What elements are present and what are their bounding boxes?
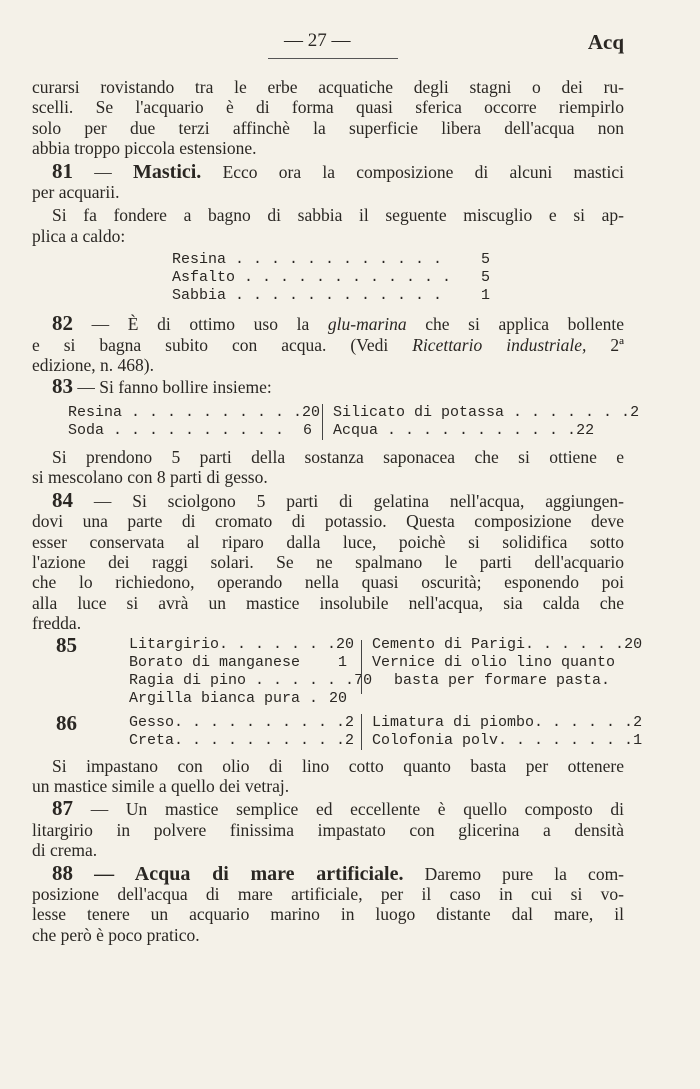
- page-header: [32, 30, 624, 56]
- text-line: dovi una parte di cromato di potassio. Questa composizione deve: [32, 511, 624, 532]
- section-number: 85: [56, 632, 77, 657]
- ingredient-qty: 2: [633, 713, 643, 731]
- recipe-83: [68, 403, 640, 440]
- text: che si applica bollente: [425, 314, 625, 335]
- ingredient-name: Sabbia: [172, 287, 227, 305]
- text-line: di crema.: [32, 840, 98, 861]
- recipe-left-col: Litargirio. . . . . . . 20 Borato di manganese 1 Ragia di pino . . . . . . 70 Argilla bianca pura . 20: [129, 635, 373, 707]
- ingredient-name: Argilla bianca pura: [129, 689, 301, 707]
- section-title: — Acqua di mare artificiale.: [94, 862, 404, 885]
- ingredient-qty: 20: [336, 635, 355, 653]
- page-body: [32, 77, 643, 945]
- section-82: [32, 313, 624, 334]
- text: Daremo pure la com-: [424, 863, 625, 884]
- text-line: plica a caldo:: [32, 225, 126, 246]
- section-87: [32, 798, 624, 819]
- ingredient-qty: 1: [337, 653, 347, 671]
- column-divider: [361, 714, 362, 750]
- text-line: che lo richiedono, operando nella quasi oscurità; esponendo poi: [32, 572, 624, 593]
- ingredient-qty: 70: [354, 671, 373, 689]
- ingredient-name: Ragia di pino: [129, 671, 247, 689]
- ingredient-row: Asfalto . . . . . . . . . . . . 5: [172, 269, 490, 287]
- intro-line: scelli. Se l'acquario è di forma quasi sferica occorre riempirlo: [32, 97, 624, 118]
- recipe-left-col: Resina . . . . . . . . . . 20 Soda . . . . . . . . . . 6: [68, 403, 321, 439]
- section-83: [32, 376, 624, 397]
- column-divider: [322, 404, 323, 440]
- ingredient-qty: 2: [345, 731, 355, 749]
- text: — È di ottimo uso la: [91, 314, 310, 335]
- text-line: che però è poco pratico.: [32, 924, 200, 945]
- ingredient-name: Cemento di Parigi: [372, 635, 526, 653]
- ingredient-name: Gesso: [129, 713, 175, 731]
- text-line: alla luce si avrà un mastice insolubile nell'acqua, sia calda che: [32, 592, 624, 613]
- ingredient-name: Resina: [172, 251, 227, 269]
- text-line: edizione, n. 468).: [32, 355, 154, 376]
- text: — Si sciolgono 5 parti di gelatina nell'acqua, aggiungen-: [93, 490, 624, 511]
- ingredient-qty: 1: [480, 287, 490, 305]
- recipe-note: Vernice di olio lino quanto: [372, 653, 616, 671]
- ingredient-name: Resina: [68, 403, 123, 421]
- ingredient-qty: 6: [302, 421, 312, 439]
- ingredient-name: Litargirio: [129, 635, 220, 653]
- text-line: si mescolano con 8 parti di gesso.: [32, 467, 268, 488]
- section-81-heading: [32, 158, 625, 183]
- intro-line: abbia troppo piccola estensione.: [32, 138, 257, 159]
- text: 2ª: [610, 334, 624, 355]
- recipe-right-col: Limatura di piombo. . . . . . 2 Colofonia polv. . . . . . . . 1: [372, 713, 643, 749]
- ingredient-name: Silicato di potassa: [333, 403, 505, 421]
- section-84: [32, 487, 624, 512]
- ingredient-qty: 1: [633, 731, 643, 749]
- ingredient-name: Acqua: [333, 421, 379, 439]
- recipe-81: [172, 251, 490, 305]
- ingredient-name: Colofonia polv.: [372, 731, 508, 749]
- ingredient-name: Soda: [68, 421, 105, 439]
- section-number-col: [32, 632, 129, 708]
- ingredient-name: Asfalto: [172, 269, 236, 287]
- section-number: 83: [52, 374, 73, 399]
- recipe-86: [32, 710, 643, 750]
- text-line: fredda.: [32, 613, 82, 634]
- text-line: Si prendono 5 parti della sostanza saponacea che si ottiene e: [52, 446, 624, 467]
- text-line: Si impastano con olio di lino cotto quanto basta per ottenere: [52, 755, 624, 776]
- text: — Si fanno bollire insieme:: [77, 377, 272, 398]
- header-rule: [268, 58, 398, 59]
- section-number: 84: [52, 487, 73, 512]
- ingredient-row: Sabbia . . . . . . . . . . . . 1: [172, 287, 490, 305]
- text-line: [32, 335, 624, 355]
- intro-line: curarsi rovistando tra le erbe acquatiche degli stagni o dei ru-: [32, 77, 624, 97]
- page-number: — 27 —: [284, 30, 351, 51]
- text-line: per acquarii.: [32, 182, 120, 203]
- dash: —: [94, 161, 112, 182]
- ingredient-name: Limatura di piombo: [372, 713, 535, 731]
- section-number: 86: [56, 710, 77, 735]
- ingredient-row: Resina . . . . . . . . . . . . 5: [172, 251, 490, 269]
- text-line: l'azione dei raggi solari. Se ne spalmano le parti dell'acquario: [32, 551, 624, 572]
- text-line: litargirio in polvere finissima impastato con glicerina a densità: [32, 819, 624, 840]
- ingredient-qty: 5: [480, 269, 490, 287]
- book-reference: Ricettario industriale,: [412, 334, 587, 355]
- text: e si bagna subito con acqua. (Vedi: [32, 334, 389, 355]
- section-number: 82: [52, 311, 73, 336]
- section-number-col: [32, 710, 129, 750]
- section-number: 88: [52, 860, 73, 885]
- recipe-note: basta per formare pasta.: [394, 671, 611, 689]
- term: glu-marina: [327, 314, 407, 335]
- ingredient-qty: 20: [624, 635, 643, 653]
- recipe-left-col: Gesso. . . . . . . . . . 2 Creta. . . . . . . . . . 2: [129, 713, 355, 749]
- text-line: un mastice simile a quello dei vetraj.: [32, 775, 290, 796]
- section-number: 81: [52, 158, 73, 183]
- section-number: 87: [52, 796, 73, 821]
- text: Ecco ora la composizione di alcuni mastici: [222, 161, 625, 182]
- ingredient-qty: 2: [630, 403, 640, 421]
- ingredient-qty: 20: [328, 689, 347, 707]
- section-88-heading: [32, 860, 625, 885]
- ingredient-qty: 2: [345, 713, 355, 731]
- ingredient-qty: 5: [480, 251, 490, 269]
- recipe-85: [32, 632, 643, 708]
- ingredient-qty: 20: [302, 403, 321, 421]
- column-divider: [361, 640, 362, 694]
- ingredient-qty: 22: [576, 421, 595, 439]
- text-line: lesse tenere un acquario marino in luogo distante dal mare, il: [32, 904, 624, 925]
- section-title: Mastici.: [133, 160, 202, 183]
- text-line: posizione dell'acqua di mare artificiale, per il caso in cui si vo-: [32, 883, 624, 904]
- ingredient-name: Creta: [129, 731, 175, 749]
- recipe-right-col: Cemento di Parigi. . . . . . 20 Vernice di olio lino quanto basta per formare pasta.: [372, 635, 643, 689]
- text: — Un mastice semplice ed eccellente è quello composto di: [90, 799, 624, 820]
- text-line: Si fa fondere a bagno di sabbia il seguente miscuglio e si ap-: [52, 205, 624, 226]
- recipe-right-col: Silicato di potassa . . . . . . . 2 Acqua . . . . . . . . . . . 22: [333, 403, 640, 439]
- running-title: Acq: [587, 30, 624, 54]
- ingredient-name: Borato di manganese: [129, 653, 301, 671]
- text-line: esser conservata al riparo dalla luce, poichè si solidifica sotto: [32, 531, 624, 552]
- intro-line: solo per due terzi affinchè la superficie libera dell'acqua non: [32, 117, 624, 138]
